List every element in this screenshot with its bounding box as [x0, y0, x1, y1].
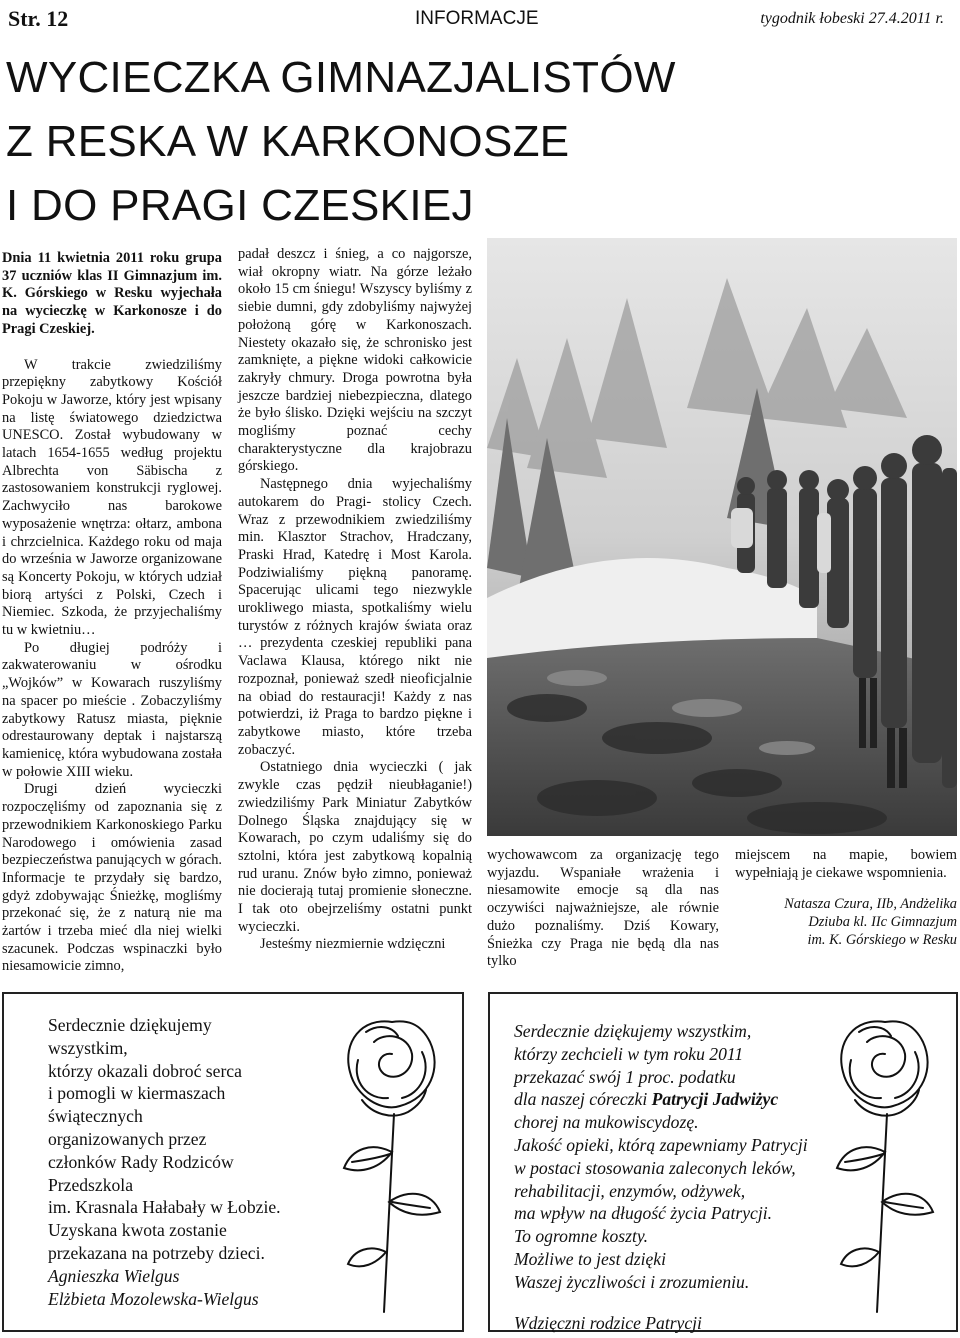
- thank-you-box-left: [2, 992, 464, 1332]
- article-paragraph: W trakcie zwiedziliśmy przepiękny zabytkowy Kościół Pokoju w Jaworze, który jest wpisany na listę światowego dziedzictwa UNESCO. Został wybudowany w latach 1654-1655 według projektu Albrechta von Säbischa z zastosowaniem konstrukcji ryglowej. Zachwyciło nas barokowe wyposażenie wnętrza: ołtarz, ambona i chrzcielnica. Każdego roku od maja do września w Jaworze organizowane są Koncerty Pokoju, w których udział biorą artyści z Polski, Czech i Niemiec. Szkoda, że przyjechaliśmy tu w kwietniu…: [2, 356, 222, 639]
- ad-line: którzy zechcieli w tym roku 2011: [514, 1043, 744, 1064]
- article-paragraph: wychowawcom za organizację tego wyjazdu. Wspaniałe wrażenia i niesamowite emocje są dla nas oczywiści najważniejsze, ale równie dużo poznaliśmy. Dziś Kowary, Śnieżka czy Praga nie będą dla nas tylko: [487, 847, 719, 970]
- thank-you-box-right: [488, 992, 958, 1332]
- article-signature: [735, 896, 957, 949]
- headline-line: WYCIECZKA GIMNAZJALISTÓW: [6, 53, 676, 102]
- ad-line: i pomogli w kiermaszach: [48, 1083, 226, 1104]
- article-paragraph: padał deszcz i śnieg, a co najgorsze, wiał okropny wiatr. Na górze leżało około 15 cm śniegu! Wszyscy byliśmy z siebie dumni, gdy zdobyliśmy najwyżej położoną górę w Karkonoszach. Niestety okazało się, że schronisko jest zamknięte, a piękne widoki całkowicie zakryły chmury. Droga powrotna była jeszcze bardziej niebezpieczna, dlatego że było ślisko. Dzięki wejściu na szczyt mogliśmy poznać cechy charakterystyczne dla krajobrazu górskiego.: [238, 246, 472, 475]
- headline-line: I DO PRAGI CZESKIEJ: [6, 181, 474, 230]
- ad-line: przekazać swój 1 proc. podatku: [514, 1066, 736, 1087]
- ad-signer: Elżbieta Mozolewska-Wielgus: [48, 1288, 259, 1309]
- ad-line: przekazana na potrzeby dzieci.: [48, 1242, 265, 1263]
- ad-line: wszystkim,: [48, 1037, 128, 1058]
- rose-icon: [815, 1002, 955, 1322]
- ad-signer: Agnieszka Wielgus: [48, 1265, 180, 1286]
- article-column-4: [735, 847, 957, 950]
- article-paragraph: Ostatniego dnia wycieczki ( jak zwykle czas pędził nieubłaganie!) zwiedziliśmy Park Miniatur Zabytków Dolnego Śląska znajdujący się w Kowarach, po czym udaliśmy się do sztolni, która jest zabytkową kopalnią rud uranu. Znów było zimno, ponieważ nie docierają tutaj promienie słoneczne. I tak oto obejrzeliśmy ostatni punkt wycieczki.: [238, 759, 472, 935]
- article-paragraph: Następnego dnia wyjechaliśmy autokarem do Pragi- stolicy Czech. Wraz z przewodnikiem zwiedziliśmy min. Klasztor Strachov, Hradczany, Praski Hrad, Katedrę i Most Karola. Podziwialiśmy piękną panoramę. Spacerując ulicami tego niezwykle urokliwego miasta, spotkaliśmy wielu turystów z różnych krajów świata oraz … prezydenta czeskiej republiki pana Vaclawa Klausa, którego nikt nie rozpoznał, ponieważ szedł nieoficjalnie na obiad do restauracji! Każdy z nas potwierdzi, iż Praga to bardzo piękne i zabytkowe miasto, które trzeba zobaczyć.: [238, 476, 472, 758]
- thank-you-text-left: [48, 1014, 348, 1310]
- article-paragraph: Po długiej podróży i zakwaterowaniu w ośrodku „Wojków” w Kowarach ruszyliśmy na spacer po mieście . Zobaczyliśmy zabytkowy Ratusz miasta, pięknie odrestaurowany deptak i najstarszą kamienicę, która wybudowana została w połowie XIII wieku.: [2, 639, 222, 780]
- article-paragraph: Jesteśmy niezmiernie wdzięczni: [260, 936, 446, 953]
- ad-dedication-prefix: dla naszej córeczki: [514, 1089, 652, 1110]
- signature-line: Dziuba kl. IIc Gimnazjum: [808, 914, 957, 931]
- page-number: Str. 12: [8, 6, 69, 31]
- ad-line: Przedszkola: [48, 1174, 134, 1195]
- ad-line: Uzyskana kwota zostanie: [48, 1220, 227, 1241]
- article-column-2: [238, 246, 472, 954]
- ad-line: członków Rady Rodziców: [48, 1151, 234, 1172]
- article-column-1: [2, 250, 222, 976]
- mountain-group-photo: [487, 238, 957, 836]
- child-name: Patrycji Jadwiżyc: [651, 1089, 779, 1110]
- headline-line: Z RESKA W KARKONOSZE: [6, 117, 570, 166]
- article-column-3: [487, 847, 719, 971]
- ad-line: Waszej życzliwości i zrozumieniu.: [514, 1271, 750, 1292]
- headline: [6, 46, 946, 238]
- article-paragraph: Drugi dzień wycieczki rozpoczęliśmy od zapoznania się z przewodnikiem Karkonoskiego Parku Narodowego i omówienia zasad bezpieczeństwa panujących w górach. Informacje te przydały się bardzo, gdyż zdobywając Śnieżkę, mogliśmy przekonać się, że z naturą nie ma żartów i trzeba mieć dla niej wielki szacunek. Podczas wspinaczki było niesamowicie zimno,: [2, 781, 222, 975]
- ad-line: świątecznych: [48, 1106, 143, 1127]
- section-label: INFORMACJE: [415, 8, 539, 29]
- signature-line: im. K. Górskiego w Resku: [807, 931, 957, 948]
- ad-line: którzy okazali dobroć serca: [48, 1060, 242, 1081]
- ad-closing: Wdzięczni rodzice Patrycji: [514, 1312, 702, 1333]
- ad-line: To ogromne koszty.: [514, 1226, 649, 1247]
- ad-line: chorej na mukowiscydozę.: [514, 1112, 699, 1133]
- ad-line: Serdecznie dziękujemy: [48, 1015, 212, 1035]
- ad-line: ma wpływ na długość życia Patrycji.: [514, 1203, 773, 1224]
- ad-line-dedication: [514, 1088, 814, 1111]
- ad-line: Możliwe to jest dzięki: [514, 1248, 666, 1269]
- ad-line: Serdecznie dziękujemy wszystkim,: [514, 1021, 752, 1041]
- issue-date: tygodnik łobeski 27.4.2011 r.: [760, 10, 944, 27]
- ad-line: im. Krasnala Hałabały w Łobzie.: [48, 1197, 281, 1218]
- ad-line: organizowanych przez: [48, 1128, 207, 1149]
- signature-line: Natasza Czura, IIb, Andżelika: [784, 896, 957, 913]
- article-paragraph: miejscem na mapie, bowiem wypełniają je ciekawe wspomnienia.: [735, 847, 957, 881]
- ad-line: Jakość opieki, którą zapewniamy Patrycji: [514, 1134, 808, 1155]
- ad-line: w postaci stosowania zaleconych leków,: [514, 1157, 796, 1178]
- thank-you-text-right: [514, 1020, 814, 1334]
- article-lead: Dnia 11 kwietnia 2011 roku grupa 37 uczniów klas II Gimnazjum im. K. Górskiego w Resku wyjechała na wycieczkę w Karkonosze i do Pragi Czeskiej.: [2, 250, 222, 337]
- ad-line: rehabilitacji, enzymów, odżywek,: [514, 1180, 746, 1201]
